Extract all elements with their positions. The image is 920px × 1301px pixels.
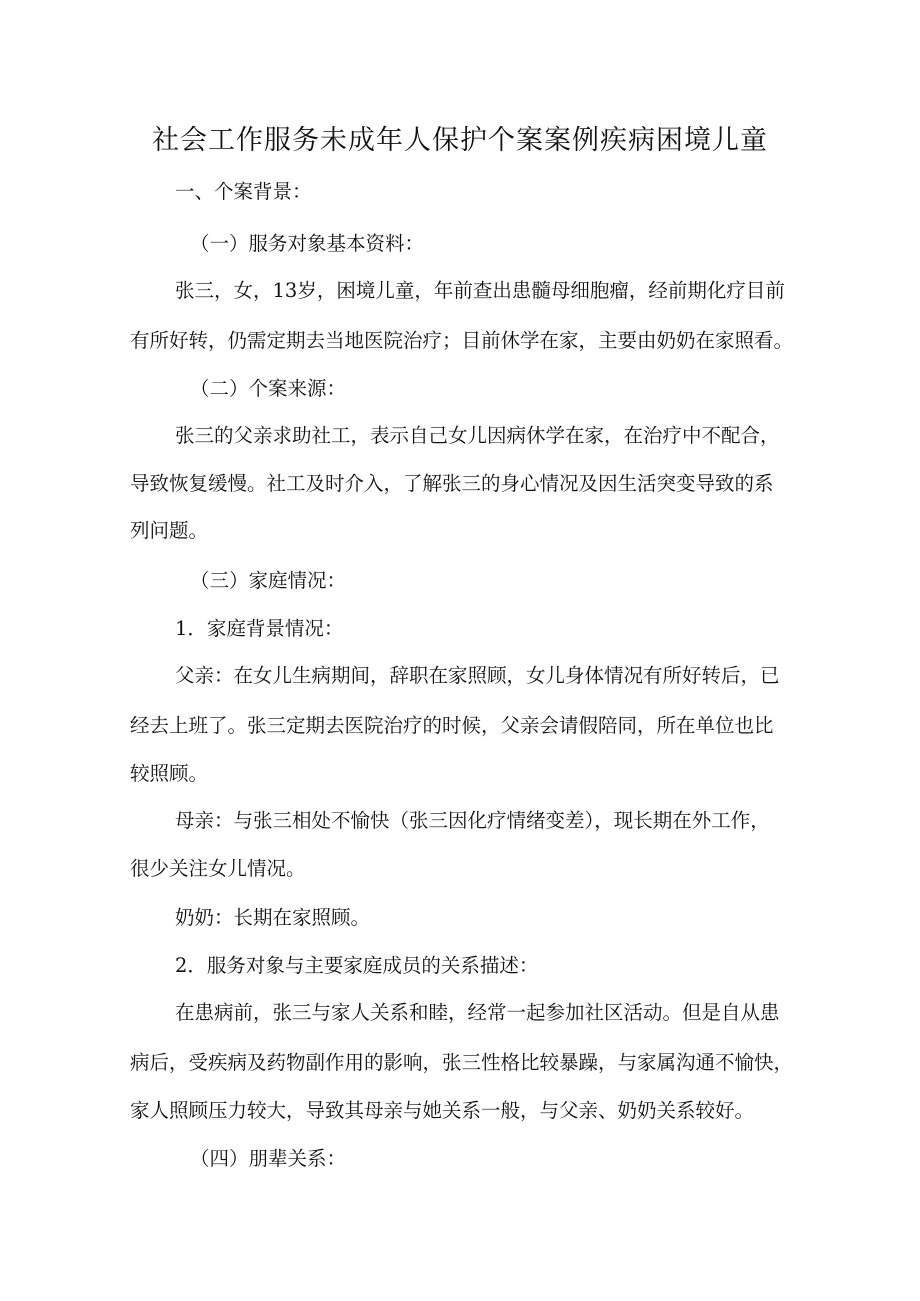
subsection-heading-case-source: （二）个案来源：	[190, 377, 347, 400]
paragraph-line-father: 经去上班了。张三定期去医院治疗的时候，父亲会请假陪同，所在单位也比	[130, 714, 774, 737]
paragraph-line-relations: 病后，受疾病及药物副作用的影响，张三性格比较暴躁，与家属沟通不愉快，	[130, 1051, 794, 1074]
paragraph-line-father: 较照顾。	[130, 762, 209, 785]
paragraph-line: 导致恢复缓慢。社工及时介入，了解张三的身心情况及因生活突变导致的系	[130, 472, 774, 495]
subsection-heading-basic-info: （一）服务对象基本资料：	[190, 232, 425, 255]
document-title: 社会工作服务未成年人保护个案案例疾病困境儿童	[152, 125, 768, 156]
item-heading-family-background: 1．家庭背景情况：	[175, 617, 344, 640]
item-heading-relations: 2．服务对象与主要家庭成员的关系描述：	[175, 954, 539, 977]
paragraph-line: 张三的父亲求助社工，表示自己女儿因病休学在家，在治疗中不配合，	[175, 424, 780, 447]
paragraph-line-father: 父亲：在女儿生病期间，辞职在家照顾，女儿身体情况有所好转后，已	[175, 664, 780, 687]
paragraph-line-relations: 在患病前，张三与家人关系和睦，经常一起参加社区活动。但是自从患	[175, 1001, 780, 1024]
paragraph-line-relations: 家人照顾压力较大，导致其母亲与她关系一般，与父亲、奶奶关系较好。	[130, 1099, 755, 1122]
paragraph-line-mother: 很少关注女儿情况。	[130, 857, 306, 880]
paragraph-line-grandma: 奶奶：长期在家照顾。	[175, 906, 371, 929]
paragraph-line: 列问题。	[130, 519, 209, 542]
paragraph-line: 有所好转，仍需定期去当地医院治疗；目前休学在家，主要由奶奶在家照看。	[130, 329, 794, 352]
subsection-heading-peers: （四）朋辈关系：	[190, 1147, 347, 1170]
paragraph-line-mother: 母亲：与张三相处不愉快（张三因化疗情绪变差），现长期在外工作，	[175, 809, 770, 832]
section-heading-background: 一、个案背景：	[175, 180, 312, 203]
paragraph-line: 张三，女，13岁，困境儿童，年前查出患髓母细胞瘤，经前期化疗目前	[175, 279, 785, 302]
subsection-heading-family: （三）家庭情况：	[190, 569, 347, 592]
